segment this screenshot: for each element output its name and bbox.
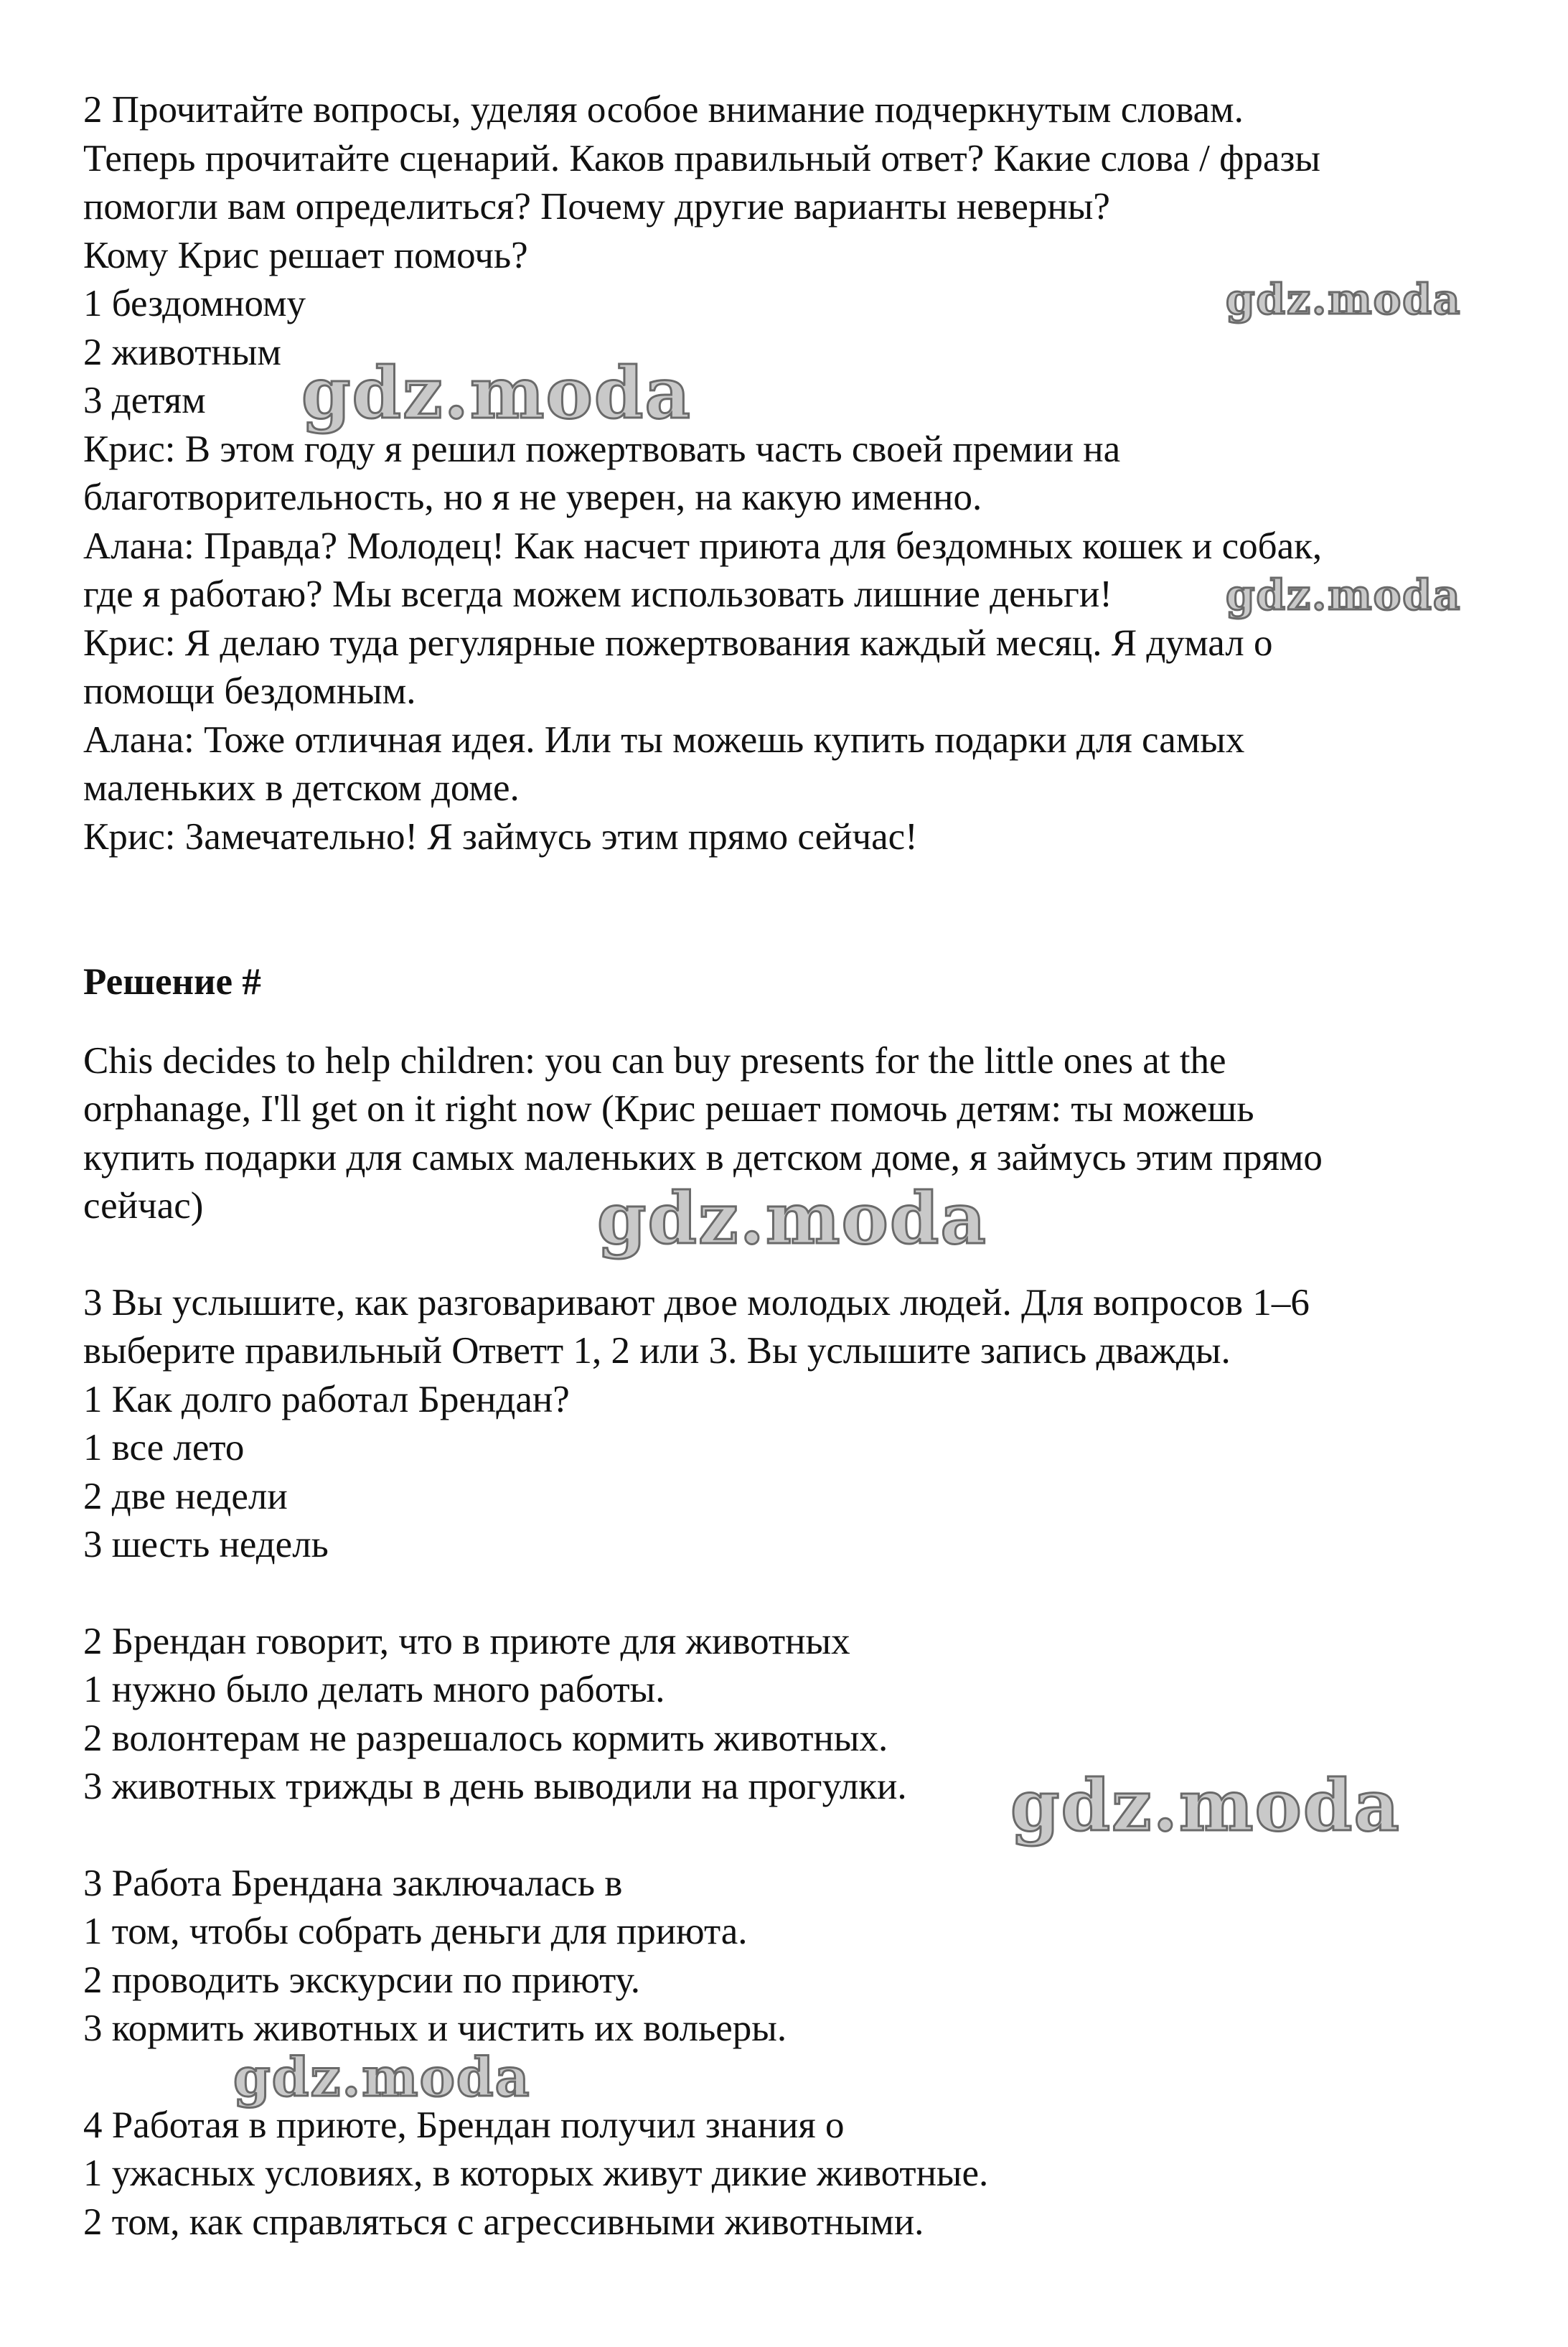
watermark-logo: gdz.moda	[1226, 275, 1462, 324]
answer-option: 2 проводить экскурсии по приюту.	[83, 1959, 641, 2001]
spacer	[83, 1570, 1490, 1618]
dialogue-line: Алана: Правда? Молодец! Как насчет приюта для бездомных кошек и собак,	[83, 525, 1323, 567]
answer-option: 3 шесть недель	[83, 1524, 329, 1565]
question-text: 3 Работа Брендана заключалась в	[83, 1862, 623, 1904]
watermark-logo: gdz.moda	[301, 352, 692, 435]
answer-option: 3 кормить животных и чистить их вольеры.	[83, 2008, 787, 2049]
spacer	[83, 861, 1490, 958]
answer-option: 3 животных трижды в день выводили на прогулки.	[83, 1766, 907, 1807]
answer-option: 3 детям	[83, 380, 206, 421]
question-text: Кому Крис решает помочь?	[83, 234, 528, 276]
answer-option: 1 том, чтобы собрать деньги для приюта.	[83, 1911, 748, 1952]
answer-option: 2 две недели	[83, 1475, 288, 1517]
dialogue-line: помощи бездомным.	[83, 670, 416, 712]
answer-option: 1 нужно было делать много работы.	[83, 1669, 665, 1710]
watermark-logo: gdz.moda	[597, 1178, 987, 1260]
instruction-line: 3 Вы услышите, как разговаривают двое молодых людей. Для вопросов 1–6	[83, 1281, 1310, 1324]
question-text: 2 Брендан говорит, что в приюте для животных	[83, 1620, 850, 1662]
dialogue-line: где я работаю? Мы всегда можем использовать лишние деньги!	[83, 573, 1112, 615]
instruction-line: помогли вам определиться? Почему другие варианты неверны?	[83, 186, 1110, 228]
answer-option: 2 животным	[83, 331, 281, 373]
dialogue-line: благотворительность, но я не уверен, на какую именно.	[83, 477, 982, 518]
answer-option: 2 волонтерам не разрешалось кормить животных.	[83, 1717, 888, 1759]
solution-line: купить подарки для самых маленьких в детском доме, я займусь этим прямо	[83, 1136, 1323, 1179]
dialogue-line: Крис: В этом году я решил пожертвовать часть своей премии на	[83, 428, 1121, 470]
solution-heading: Решение #	[83, 961, 261, 1003]
solution-line: orphanage, I'll get on it right now (Крис решает помочь детям: ты можешь	[83, 1088, 1254, 1130]
solution-line: сейчас)	[83, 1185, 204, 1227]
spacer	[83, 2047, 1490, 2109]
solution-line: Chis decides to help children: you can buy presents for the little ones at the	[83, 1039, 1226, 1082]
watermark-logo: gdz.moda	[233, 2047, 531, 2109]
instruction-line: Теперь прочитайте сценарий. Каков правильный ответ? Какие слова / фразы	[83, 137, 1321, 179]
watermark-logo: gdz.moda	[1226, 571, 1462, 619]
dialogue-line: Алана: Тоже отличная идея. Или ты можешь купить подарки для самых	[83, 718, 1245, 761]
dialogue-line: маленьких в детском доме.	[83, 767, 520, 809]
dialogue-line: Крис: Я делаю туда регулярные пожертвования каждый месяц. Я думал о	[83, 622, 1273, 664]
spacer	[83, 1231, 1490, 1279]
dialogue-line: Крис: Замечательно! Я займусь этим прямо сейчас!	[83, 815, 918, 858]
answer-option: 2 том, как справляться с агрессивными животными.	[83, 2201, 924, 2243]
instruction-line: 2 Прочитайте вопросы, уделяя особое внимание подчеркнутым словам.	[83, 89, 1244, 131]
watermark-logo: gdz.moda	[1010, 1765, 1401, 1847]
question-text: 1 Как долго работал Брендан?	[83, 1378, 570, 1420]
document-page	[83, 86, 1490, 2247]
spacer	[83, 1812, 1490, 1860]
question-text: 4 Работая в приюте, Брендан получил знания о	[83, 2104, 845, 2146]
answer-option: 1 ужасных условиях, в которых живут дикие животные.	[83, 2152, 989, 2194]
answer-option: 1 бездомному	[83, 283, 306, 324]
answer-option: 1 все лето	[83, 1427, 245, 1468]
instruction-line: выберите правильный Ответт 1, 2 или 3. Вы услышите запись дважды.	[83, 1330, 1231, 1372]
spacer	[83, 1007, 1490, 1037]
